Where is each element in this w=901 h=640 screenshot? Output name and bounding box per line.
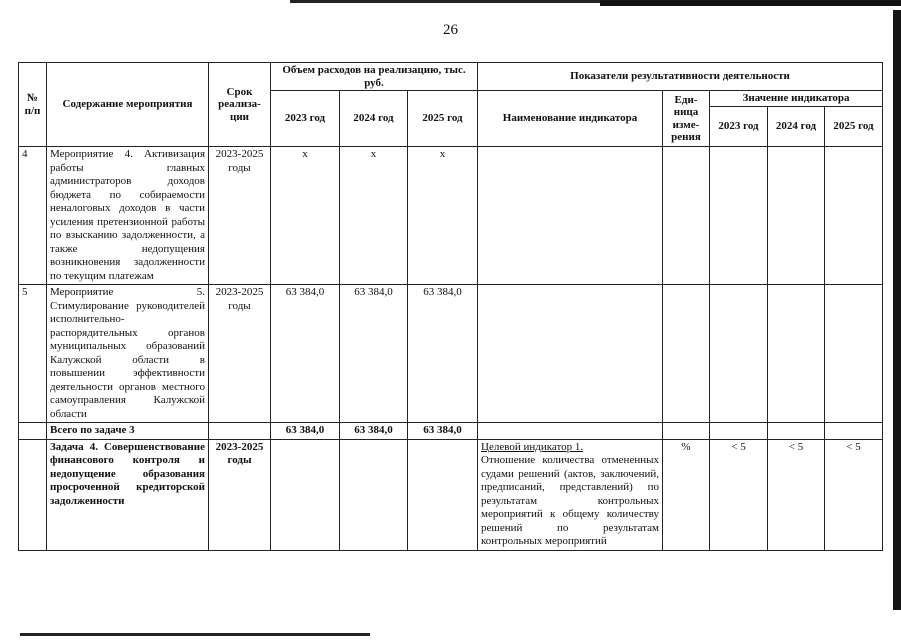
row-value-2024 xyxy=(768,147,825,285)
task-unit: % xyxy=(663,439,710,550)
row-indicator xyxy=(478,147,663,285)
header-value-2024: 2024 год xyxy=(768,107,825,147)
row-value-2024 xyxy=(768,285,825,423)
row-term: 2023-2025 годы xyxy=(209,285,271,423)
header-year-2023: 2023 год xyxy=(271,91,340,147)
task-indicator xyxy=(478,439,663,550)
task-term: 2023-2025 годы xyxy=(209,439,271,550)
row-expense-2023: 63 384,0 xyxy=(271,285,340,423)
header-expenses: Объем расходов на реализацию, тыс. руб. xyxy=(271,63,478,91)
measures-table xyxy=(18,62,883,551)
scan-edge-top-thick xyxy=(600,0,901,6)
scan-edge-right xyxy=(893,10,901,610)
row-expense-2024: 63 384,0 xyxy=(340,285,408,423)
row-expense-2023: х xyxy=(271,147,340,285)
header-value-2023: 2023 год xyxy=(710,107,768,147)
row-value-2023 xyxy=(710,285,768,423)
total-2024: 63 384,0 xyxy=(340,423,408,440)
header-indicator-name: Наименование индикатора xyxy=(478,91,663,147)
row-value-2025 xyxy=(825,147,883,285)
header-num: № п/п xyxy=(19,63,47,147)
header-value-2025: 2025 год xyxy=(825,107,883,147)
row-num: 4 xyxy=(19,147,47,285)
task-row xyxy=(19,439,883,550)
row-term: 2023-2025 годы xyxy=(209,147,271,285)
total-label: Всего по задаче 3 xyxy=(47,423,209,440)
row-num: 5 xyxy=(19,285,47,423)
page-number: 26 xyxy=(443,22,458,38)
scan-edge-bottom xyxy=(20,633,370,636)
row-unit xyxy=(663,147,710,285)
header-indicator-value: Значение индикатора xyxy=(710,91,883,107)
header-term: Срок реализа- ции xyxy=(209,63,271,147)
total-2025: 63 384,0 xyxy=(408,423,478,440)
header-content: Содержание мероприятия xyxy=(47,63,209,147)
row-content: Мероприятие 5. Стимулирование руководителей исполнительно-распорядительных органов муниципальных образований Калужской области в повышении эффективности деятельности органов местного самоуправления Калужской области xyxy=(47,285,209,423)
indicator-title: Целевой индикатор 1. xyxy=(481,440,584,453)
header-year-2025: 2025 год xyxy=(408,91,478,147)
total-2023: 63 384,0 xyxy=(271,423,340,440)
row-value-2023 xyxy=(710,147,768,285)
row-expense-2025: х xyxy=(408,147,478,285)
row-expense-2024: х xyxy=(340,147,408,285)
header-unit: Еди- ница изме- рения xyxy=(663,91,710,147)
row-unit xyxy=(663,285,710,423)
table-row xyxy=(19,147,883,285)
task-value-2024: < 5 xyxy=(768,439,825,550)
task-value-2025: < 5 xyxy=(825,439,883,550)
header-row-1 xyxy=(19,63,883,91)
indicator-text: Отношение количества отмененных судами решений (актов, заключений, предписаний, представлений) по результатам контрольных мероприятий к общему количеству решений по результатам контрольных мероприятий xyxy=(481,454,659,547)
header-results: Показатели результативности деятельности xyxy=(478,63,883,91)
row-value-2025 xyxy=(825,285,883,423)
header-year-2024: 2024 год xyxy=(340,91,408,147)
task-content: Задача 4. Совершенствование финансового контроля и недопущение образования просроченной кредиторской задолженности xyxy=(47,439,209,550)
total-row xyxy=(19,423,883,440)
row-content: Мероприятие 4. Активизация работы главных администраторов доходов бюджета по собираемости неналоговых доходов в части усиления претензионной работы по взысканию задолженности, а также недопущения возникновения задолженности по текущим платежам xyxy=(47,147,209,285)
row-expense-2025: 63 384,0 xyxy=(408,285,478,423)
table-row xyxy=(19,285,883,423)
task-value-2023: < 5 xyxy=(710,439,768,550)
row-indicator xyxy=(478,285,663,423)
